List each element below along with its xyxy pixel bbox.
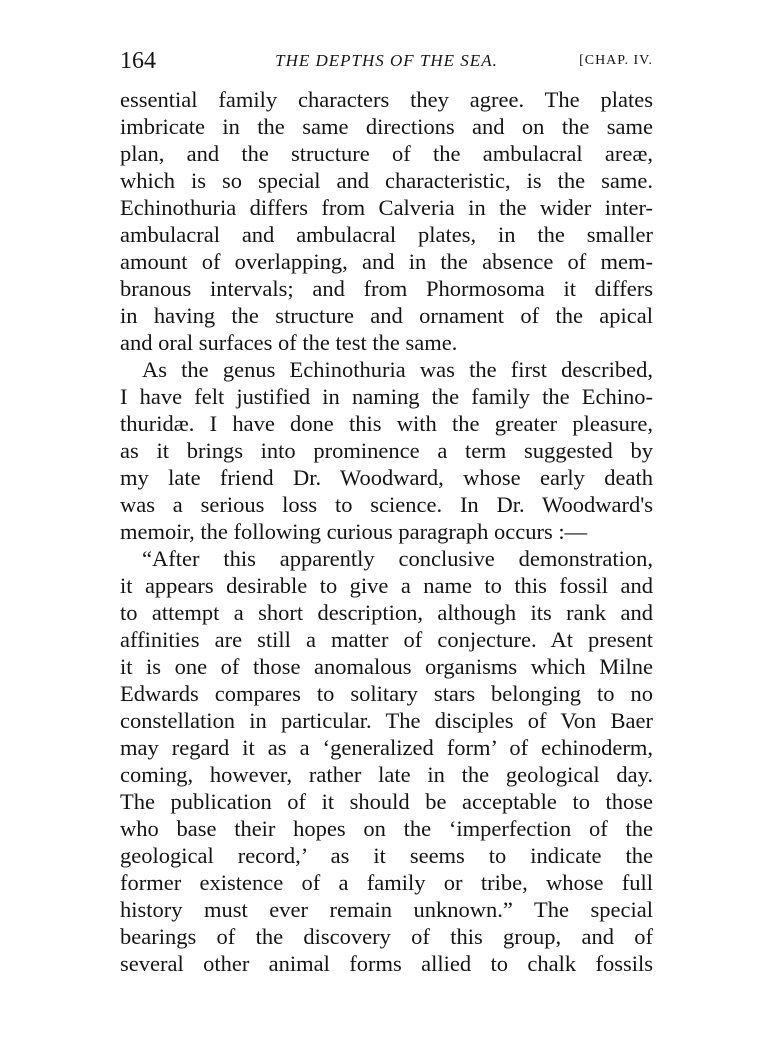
text-line: may regard it as a ‘generalized form’ of echinoderm, bbox=[120, 735, 653, 760]
text-line: thuridæ. I have done this with the greater pleasure, bbox=[120, 411, 653, 436]
text-line: The publication of it should be acceptable to those bbox=[120, 789, 653, 814]
page-header bbox=[120, 46, 653, 76]
page-number: 164 bbox=[120, 48, 156, 74]
text-line: history must ever remain unknown.” The special bbox=[120, 897, 653, 922]
text-line: I have felt justified in naming the family the Echino- bbox=[120, 384, 653, 409]
text-line: who base their hopes on the ‘imperfection of the bbox=[120, 816, 653, 841]
text-line: in having the structure and ornament of the apical bbox=[120, 303, 653, 328]
chapter-reference: [CHAP. IV. bbox=[579, 53, 653, 68]
running-title: THE DEPTHS OF THE SEA. bbox=[275, 51, 498, 70]
text-line: was a serious loss to science. In Dr. Woodward's bbox=[120, 492, 653, 517]
text-line: constellation in particular. The disciples of Von Baer bbox=[120, 708, 653, 733]
text-line: which is so special and characteristic, is the same. bbox=[120, 168, 653, 193]
body-text bbox=[120, 86, 653, 977]
text-line: “After this apparently conclusive demonstration, bbox=[142, 546, 653, 571]
text-line: several other animal forms allied to chalk fossils bbox=[120, 951, 653, 976]
text-line: my late friend Dr. Woodward, whose early death bbox=[120, 465, 653, 490]
text-line: Echinothuria differs from Calveria in the wider inter- bbox=[120, 195, 653, 220]
text-line: and oral surfaces of the test the same. bbox=[120, 330, 458, 355]
text-line: essential family characters they agree. The plates bbox=[120, 87, 653, 112]
text-line: geological record,’ as it seems to indicate the bbox=[120, 843, 653, 868]
text-line: bearings of the discovery of this group, and of bbox=[120, 924, 653, 949]
text-line: amount of overlapping, and in the absence of mem- bbox=[120, 249, 653, 274]
text-line: affinities are still a matter of conjecture. At present bbox=[120, 627, 653, 652]
text-line: to attempt a short description, although its rank and bbox=[120, 600, 653, 625]
text-line: it is one of those anomalous organisms which Milne bbox=[120, 654, 653, 679]
text-line: branous intervals; and from Phormosoma it differs bbox=[120, 276, 653, 301]
text-line: Edwards compares to solitary stars belonging to no bbox=[120, 681, 653, 706]
text-line: As the genus Echinothuria was the first described, bbox=[142, 357, 653, 382]
text-line: memoir, the following curious paragraph occurs :— bbox=[120, 519, 588, 544]
text-line: ambulacral and ambulacral plates, in the smaller bbox=[120, 222, 653, 247]
text-line: it appears desirable to give a name to this fossil and bbox=[120, 573, 653, 598]
text-line: plan, and the structure of the ambulacral areæ, bbox=[120, 141, 653, 166]
text-line: coming, however, rather late in the geological day. bbox=[120, 762, 653, 787]
text-line: former existence of a family or tribe, whose full bbox=[120, 870, 653, 895]
text-line: imbricate in the same directions and on the same bbox=[120, 114, 653, 139]
text-line: as it brings into prominence a term suggested by bbox=[120, 438, 653, 463]
